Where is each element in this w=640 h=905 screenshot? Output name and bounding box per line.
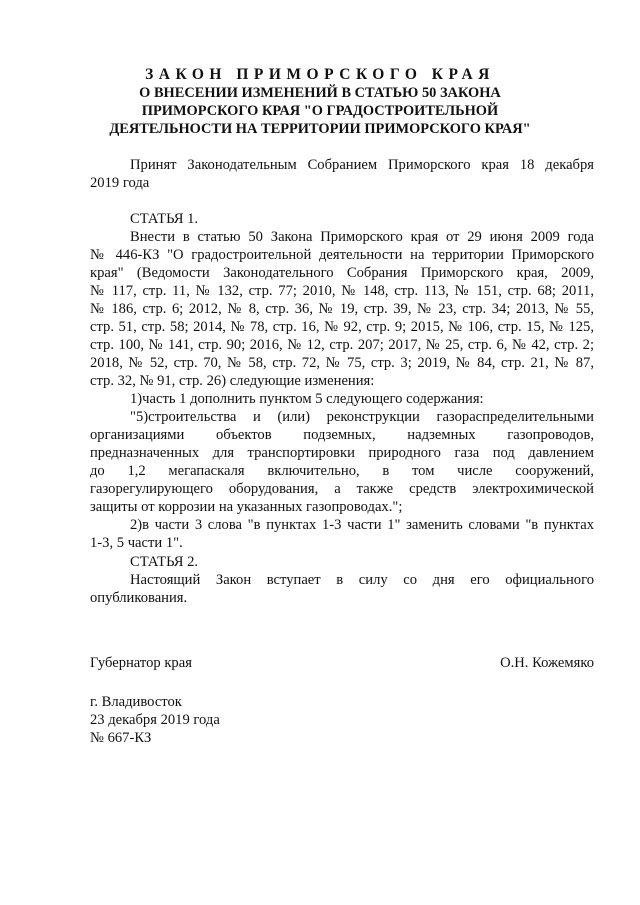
law-title: ЗАКОН ПРИМОРСКОГО КРАЯ [145,66,495,83]
adopted-line: 2019 года [90,175,150,191]
article-1-quote-line: предназначенных для транспортировки природного газа под давлением [90,445,594,461]
article-1 [90,210,594,552]
article-1-item-2-line: 1-3, 5 части 1". [90,535,183,551]
article-1-quote-line: газорегулирующего оборудования, а также средств электрохимической [90,481,594,497]
article-1-item-2-line: 2)в части 3 слова "в пунктах 1-3 части 1" заменить словами "в пунктах [130,517,594,533]
article-1-line: Внести в статью 50 Закона Приморского края от 29 июня 2009 года [130,229,594,245]
article-1-line: № 186, стр. 6; 2012, № 8, стр. 36, № 19, стр. 39, № 23, стр. 34; 2013, № 55, [90,301,594,317]
article-2 [90,553,594,607]
article-1-title: СТАТЬЯ 1. [130,211,199,227]
article-1-line: края" (Ведомости Законодательного Собрания Приморского края, 2009, [90,265,594,281]
article-2-line: опубликования. [90,590,188,606]
article-1-line: стр. 32, № 91, стр. 26) следующие изменения: [90,373,375,389]
article-1-line: 2018, № 52, стр. 70, № 58, стр. 72, № 75, стр. 3; 2019, № 84, стр. 21, № 87, [90,355,594,371]
law-number: № 667-КЗ [90,730,152,746]
law-subtitle-line: ДЕЯТЕЛЬНОСТИ НА ТЕРРИТОРИИ ПРИМОРСКОГО КРАЯ" [109,121,531,137]
article-2-title: СТАТЬЯ 2. [130,554,199,570]
article-1-quote-line: организациями объектов подземных, надземных газопроводов, [90,427,594,443]
article-1-quote-line: защиты от коррозии на указанных газопроводах."; [90,499,403,515]
document-header [0,66,640,138]
document-footer [90,693,220,747]
city: г. Владивосток [90,694,182,710]
article-1-item-1-intro: 1)часть 1 дополнить пунктом 5 следующего содержания: [130,391,484,407]
article-1-line: стр. 100, № 141, стр. 90; 2016, № 12, стр. 207; 2017, № 25, стр. 6, № 42, стр. 2; [90,337,594,353]
law-subtitle-line: ПРИМОРСКОГО КРАЯ "О ГРАДОСТРОИТЕЛЬНОЙ [141,103,499,119]
adopted-statement [90,156,594,192]
article-1-quote-line: до 1,2 мегапаскаля включительно, в том числе сооружений, [90,463,594,479]
article-2-line: Настоящий Закон вступает в силу со дня его официального [130,572,594,588]
law-subtitle-line: О ВНЕСЕНИИ ИЗМЕНЕНИЙ В СТАТЬЮ 50 ЗАКОНА [139,85,501,101]
signatory-position: Губернатор края [90,655,192,671]
adopted-line: Принят Законодательным Собранием Приморского края 18 декабря [130,157,594,173]
signature-block [90,654,594,672]
signing-date: 23 декабря 2019 года [90,712,220,728]
article-1-line: № 117, стр. 11, № 132, стр. 77; 2010, № 148, стр. 113, № 151, стр. 68; 2011, [90,283,594,299]
article-1-line: стр. 51, стр. 58; 2014, № 78, стр. 16, № 92, стр. 9; 2015, № 106, стр. 15, № 125, [90,319,594,335]
signatory-name: О.Н. Кожемяко [500,655,594,671]
article-1-line: № 446-КЗ "О градостроительной деятельности на территории Приморского [90,247,594,263]
article-1-quote-line: "5)строительства и (или) реконструкции газораспределительными [130,409,594,425]
